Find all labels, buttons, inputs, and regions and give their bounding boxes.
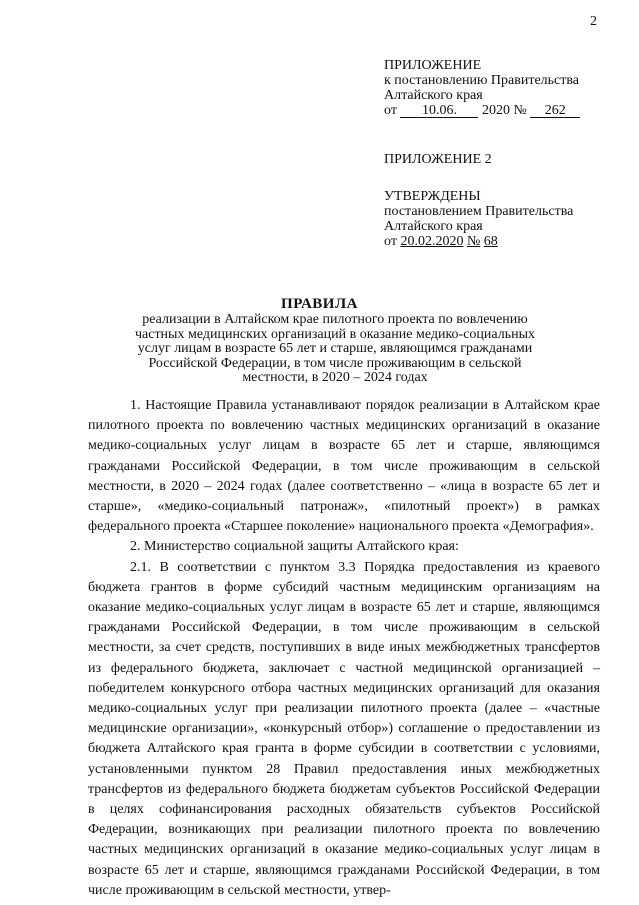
appendix-date-line	[384, 103, 580, 118]
subtitle-line: Российской Федерации, в том числе проживающим в сельской	[148, 355, 522, 371]
appendix2-heading: ПРИЛОЖЕНИЕ 2	[384, 152, 492, 167]
date-value: 10.06.	[400, 104, 478, 118]
approved-block	[384, 189, 573, 249]
approved-date-line	[384, 234, 573, 249]
approved-num-sign: №	[466, 234, 481, 249]
subtitle-line: реализации в Алтайском крае пилотного проекта по вовлечению	[142, 312, 528, 327]
paragraph-2-1: 2.1. В соответствии с пунктом 3.3 Порядка предоставления из краевого бюджета грантов в форме субсидий частным медицинским организациям на оказание медико-социальных услуг лицам в возрасте 65 лет и старше, являющимся гражданами Российской Федерации, в том числе проживающим в сельской местности, за счет средств, поступивших в виде иных межбюджетных трансфертов из федерального бюджета, заключает с частной медицинской организацией – победителем конкурсного отбора частных медицинских организаций для оказания медико-социальных услуг при реализации пилотного проекта (далее – «частные медицинские организации», «конкурсный отбор») соглашение о предоставлении из бюджета Алтайского края гранта в форме субсидии в соответствии с условиями, установленными пунктом 28 Правил предоставления иных межбюджетных трансфертов из федерального бюджета бюджетам субъектов Российской Федерации в целях софинансирования расходных обязательств субъектов Российской Федерации, возникающих при реализации пилотного проекта по вовлечению частных медицинских организаций в оказание медико-социальных услуг лицам в возрасте 65 лет и старше, являющимся гражданами Российской Федерации, в том числе проживающим в сельской местности, утвер-	[88, 559, 600, 898]
approved-heading: УТВЕРЖДЕНЫ	[384, 189, 481, 204]
approved-line2: Алтайского края	[384, 219, 483, 234]
paragraph-2: 2. Министерство социальной защиты Алтайского края:	[130, 539, 459, 555]
subtitle-line: услуг лицам в возрасте 65 лет и старше, являющимся гражданами	[137, 341, 533, 357]
document-title: ПРАВИЛА	[281, 296, 358, 312]
page-number: 2	[590, 14, 597, 29]
approved-date: 20.02.2020	[400, 234, 464, 249]
document-subtitle	[130, 313, 540, 386]
paragraph-1: 1. Настоящие Правила устанавливают порядок реализации в Алтайском крае пилотного проекта по вовлечению частных медицинских организаций в оказание медико-социальных услуг лицам в возрасте 65 лет и старше, являющимся гражданами Российской Федерации, в том числе проживающим в сельской местности, в 2020 – 2024 годах (далее соответственно – «лица в возрасте 65 лет и старше», «медико-социальный патронаж», «пилотный проект») в рамках федерального проекта «Старшее поколение» национального проекта «Демография».	[88, 398, 600, 535]
appendix-heading: ПРИЛОЖЕНИЕ	[384, 58, 482, 73]
document-body	[88, 396, 600, 901]
appendix-block	[384, 58, 580, 118]
doc-number: 262	[530, 104, 580, 118]
subtitle-line: частных медицинских организаций в оказание медико-социальных	[134, 326, 536, 342]
approved-line1: постановлением Правительства	[384, 204, 574, 219]
date-prefix: от	[384, 103, 397, 118]
appendix-line2: Алтайского края	[384, 88, 483, 103]
appendix-line1: к постановлению Правительства	[384, 73, 580, 88]
approved-number: 68	[483, 234, 498, 249]
date-year: 2020 №	[481, 103, 527, 118]
approved-date-prefix: от	[384, 234, 397, 249]
subtitle-line: местности, в 2020 – 2024 годах	[242, 370, 428, 386]
